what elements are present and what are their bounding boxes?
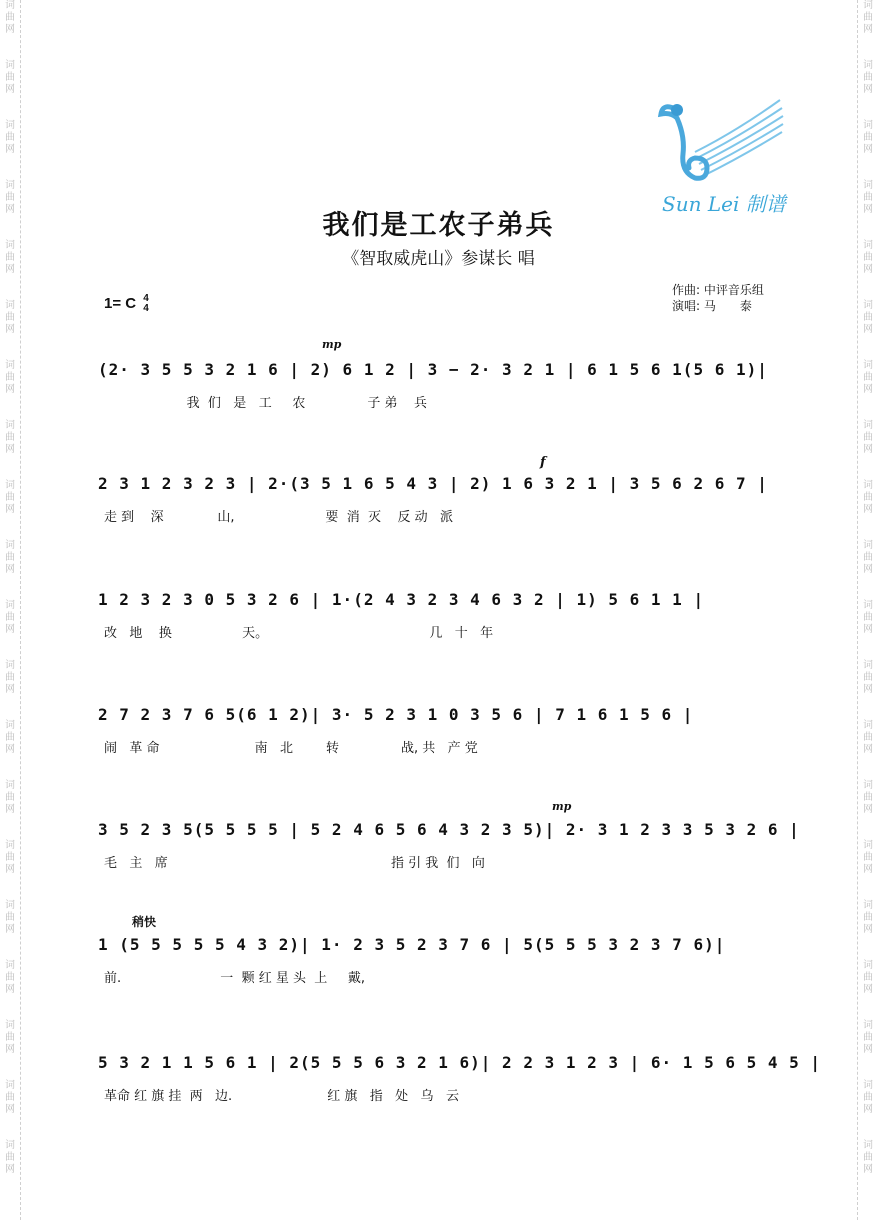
notation-line: 2 3 1 2 3 2 3 | 2·(3 5 1 6 5 4 3 | 2) 1 6 3 2 1 | 3 5 6 2 6 7 | [98, 474, 768, 493]
watermark-text: 词 曲 网 [5, 420, 15, 455]
watermark-text: 词 曲 网 [863, 300, 873, 335]
notation-line: 1 (5 5 5 5 5 4 3 2)| 1· 2 3 5 2 3 7 6 | 5(5 5 5 3 2 3 7 6)| [98, 935, 726, 954]
watermark-text: 词 曲 网 [5, 1080, 15, 1115]
watermark-text: 词 曲 网 [863, 660, 873, 695]
watermark-text: 词 曲 网 [5, 960, 15, 995]
watermark-text: 词 曲 网 [863, 720, 873, 755]
dynamic-mp-2: mp [552, 800, 572, 813]
watermark-text: 词 曲 网 [863, 180, 873, 215]
watermark-text: 词 曲 网 [5, 300, 15, 335]
score-row-1 [0, 360, 877, 460]
watermark-text: 词 曲 网 [863, 360, 873, 395]
watermark-text: 词 曲 网 [5, 480, 15, 515]
lyrics-line: 改 地 换 天。 几 十 年 [104, 626, 494, 641]
tempo-mark: 稍快 [132, 915, 157, 929]
notation-line: (2· 3 5 5 3 2 1 6 | 2) 6 1 2 | 3 − 2· 3 2 1 | 6 1 5 6 1(5 6 1)| [98, 360, 768, 379]
lyrics-line: 闹 革 命 南 北 转 战, 共 产 党 [104, 741, 478, 756]
watermark-text: 词 曲 网 [5, 60, 15, 95]
watermark-text: 词 曲 网 [5, 240, 15, 275]
watermark-text: 词 曲 网 [863, 600, 873, 635]
page-title: 我们是工农子弟兵 [322, 210, 555, 241]
time-signature [143, 294, 149, 314]
watermark-text: 词 曲 网 [5, 180, 15, 215]
key-label: 1= C [104, 294, 137, 312]
watermark-text: 词 曲 网 [5, 0, 15, 35]
watermark-text: 词 曲 网 [5, 600, 15, 635]
lyrics-line: 我 们 是 工 农 子 弟 兵 [104, 396, 428, 411]
lyrics-line: 革命 红 旗 挂 两 边. 红 旗 指 处 乌 云 [104, 1089, 459, 1104]
score-row-2 [0, 474, 877, 574]
score-row-3 [0, 590, 877, 690]
dynamic-forte: f [540, 455, 546, 470]
score-row-4 [0, 705, 877, 805]
watermark-text: 词 曲 网 [5, 1020, 15, 1055]
score-row-6 [0, 935, 877, 1035]
watermark-text: 词 曲 网 [5, 840, 15, 875]
watermark-text: 词 曲 网 [863, 0, 873, 35]
watermark-text: 词 曲 网 [5, 120, 15, 155]
watermark-text: 词 曲 网 [5, 660, 15, 695]
credits [672, 282, 764, 314]
dynamic-mp: mp [322, 338, 342, 351]
watermark-text: 词 曲 网 [863, 840, 873, 875]
watermark-text: 词 曲 网 [5, 900, 15, 935]
watermark-text: 词 曲 网 [863, 960, 873, 995]
score-row-5 [0, 820, 877, 920]
watermark-text: 词 曲 网 [863, 540, 873, 575]
lyrics-line: 走 到 深 山, 要 消 灭 反 动 派 [104, 510, 454, 525]
watermark-text: 词 曲 网 [5, 360, 15, 395]
watermark-text: 词 曲 网 [863, 420, 873, 455]
notation-line: 3 5 2 3 5(5 5 5 5 | 5 2 4 6 5 6 4 3 2 3 5)| 2· 3 1 2 3 3 5 3 2 6 | [98, 820, 800, 839]
watermark-text: 词 曲 网 [863, 780, 873, 815]
notation-line: 1 2 3 2 3 0 5 3 2 6 | 1·(2 4 3 2 3 4 6 3 2 | 1) 5 6 1 1 | [98, 590, 705, 609]
lyrics-line: 前. 一 颗 红 星 头 上 戴, [104, 971, 366, 986]
watermark-text: 词 曲 网 [5, 720, 15, 755]
watermark-text: 词 曲 网 [863, 900, 873, 935]
composer-credit: 作曲: 中评音乐组 [672, 283, 764, 297]
watermark-text: 词 曲 网 [863, 120, 873, 155]
watermark-text: 词 曲 网 [863, 480, 873, 515]
watermark-text: 词 曲 网 [863, 240, 873, 275]
logo-text: Sun Lei 制谱 [662, 192, 786, 216]
lyrics-line: 毛 主 席 指 引 我 们 向 [104, 856, 485, 871]
watermark-text: 词 曲 网 [863, 1140, 873, 1175]
score-row-7 [0, 1053, 877, 1153]
watermark-text: 词 曲 网 [863, 1020, 873, 1055]
page-subtitle: 《智取威虎山》参谋长 唱 [342, 249, 535, 269]
watermark-text: 词 曲 网 [5, 1140, 15, 1175]
key-signature [104, 294, 149, 314]
time-signature-bottom: 4 [143, 303, 149, 314]
watermark-text: 词 曲 网 [863, 1080, 873, 1115]
watermark-text: 词 曲 网 [863, 60, 873, 95]
watermark-text: 词 曲 网 [5, 540, 15, 575]
notation-line: 5 3 2 1 1 5 6 1 | 2(5 5 5 6 3 2 1 6)| 2 2 3 1 2 3 | 6· 1 5 6 5 4 5 | [98, 1053, 822, 1072]
notation-line: 2 7 2 3 7 6 5(6 1 2)| 3· 5 2 3 1 0 3 5 6 | 7 1 6 1 5 6 | [98, 705, 694, 724]
watermark-text: 词 曲 网 [5, 780, 15, 815]
singer-credit: 演唱: 马 泰 [672, 299, 752, 313]
time-signature-top: 4 [143, 293, 149, 304]
